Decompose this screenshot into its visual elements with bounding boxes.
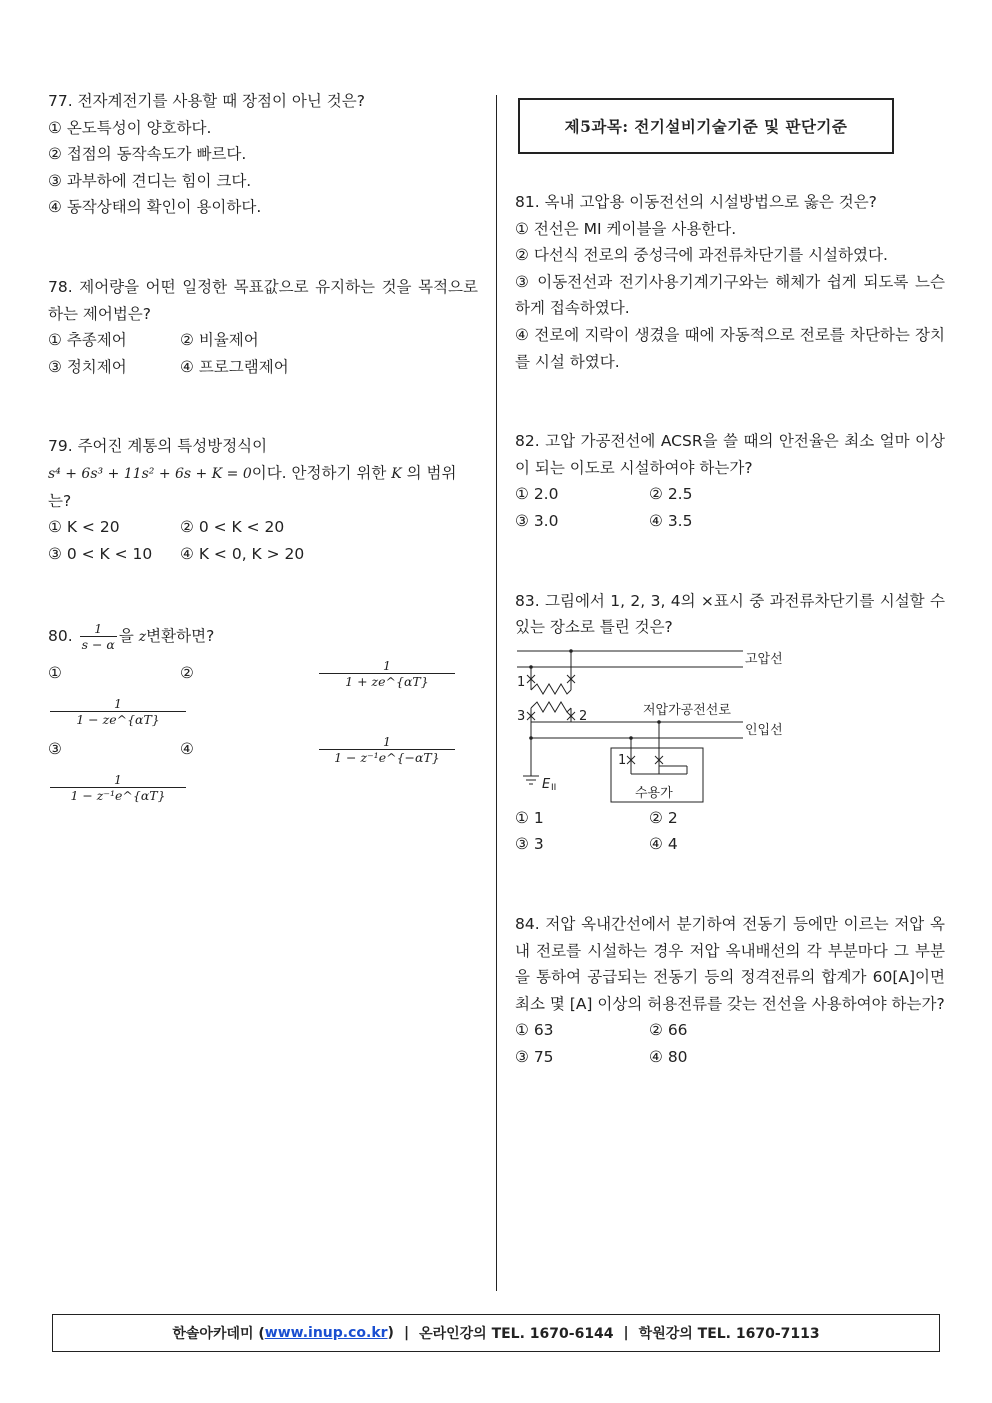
question-stem: 84. 저압 옥내간선에서 분기하여 전동기 등에만 이르는 저압 옥내 전로를 시설하는 경우 저압 옥내배선의 각 부분마다 그 부분을 통하여 공급되는 전동기 등의 정격전류의 합계가 60[A]이면 최소 몇 [A] 이상의 허용전류를 갖는 전선을 사용하여야 하는가? xyxy=(515,914,945,1013)
question-stem: 79. 주어진 계통의 특성방정식이 xyxy=(48,437,268,456)
option-row xyxy=(48,514,478,541)
question-stem: 77. 전자계전기를 사용할 때 장점이 아닌 것은? xyxy=(48,92,365,110)
option[interactable] xyxy=(48,730,180,806)
option-row xyxy=(515,1044,945,1071)
denominator: 1 + ze^{αT} xyxy=(345,674,429,690)
question-stem: 83. 그림에서 1, 2, 3, 4의 ×표시 중 과전류차단기를 시설할 수 있는 장소로 틀린 것은? xyxy=(515,591,945,637)
option[interactable]: ① 2.0 xyxy=(515,485,559,504)
question-stem: 81. 옥내 고압용 이동전선의 시설방법으로 옳은 것은? xyxy=(515,193,877,211)
option[interactable]: ③ 정치제어 xyxy=(48,357,127,376)
numerator: 1 xyxy=(319,734,455,750)
option[interactable]: ① K < 20 xyxy=(48,518,120,537)
option[interactable]: ③ 0 < K < 10 xyxy=(48,544,153,563)
label-high-voltage: 고압선 xyxy=(745,652,783,667)
option[interactable]: ① 추종제어 xyxy=(48,331,127,350)
fraction xyxy=(319,734,455,765)
fraction xyxy=(80,621,117,652)
denominator: 1 − z⁻¹e^{αT} xyxy=(70,788,166,804)
paren: ) xyxy=(387,1325,394,1341)
label-point: 3 xyxy=(517,709,526,724)
option[interactable]: ① 63 xyxy=(515,1021,554,1040)
label-point: 1 xyxy=(618,753,627,768)
numerator: 1 xyxy=(319,658,455,674)
right-column xyxy=(515,189,945,1070)
label-low-voltage: 저압가공전선로 xyxy=(643,703,731,718)
option[interactable]: ④ K < 0, K > 20 xyxy=(180,544,305,563)
variable: K xyxy=(391,465,402,482)
stem-text: 의 범위는? xyxy=(48,463,457,510)
option[interactable]: ③ 75 xyxy=(515,1047,554,1066)
option[interactable]: ② 66 xyxy=(649,1021,688,1040)
option[interactable]: ④ 80 xyxy=(649,1047,688,1066)
stem-text: 변환하면? xyxy=(146,627,215,646)
option-row xyxy=(48,730,478,806)
section-title: 제5과목: 전기설비기술기준 및 판단기준 xyxy=(518,98,894,154)
separator: | xyxy=(623,1325,629,1341)
separator: | xyxy=(403,1325,410,1341)
option[interactable]: ④ 3.5 xyxy=(649,511,693,530)
option[interactable]: ④ 4 xyxy=(649,835,678,854)
numerator: 1 xyxy=(80,621,117,637)
option[interactable]: ④ 프로그램제어 xyxy=(180,357,289,376)
label-point: 1 xyxy=(517,675,526,690)
variable: z xyxy=(138,629,147,646)
option[interactable]: ② 0 < K < 20 xyxy=(180,518,285,537)
option[interactable] xyxy=(180,654,457,730)
option-row xyxy=(48,354,478,381)
option[interactable]: ③ 과부하에 견디는 힘이 크다. xyxy=(48,171,252,190)
option[interactable]: ② 2.5 xyxy=(649,485,693,504)
option[interactable]: ③ 이동전선과 전기사용기계기구와는 해체가 쉽게 되도록 느슨하게 접속하였다. xyxy=(515,272,945,318)
fraction xyxy=(50,696,186,727)
option[interactable]: ③ 3 xyxy=(515,835,544,854)
column-divider xyxy=(496,95,497,1291)
option[interactable]: ② 2 xyxy=(649,808,678,827)
fraction xyxy=(50,772,186,803)
stem-text: 이다. 안정하기 위한 xyxy=(251,463,392,482)
question-84 xyxy=(515,911,945,1071)
option[interactable]: ② 비율제어 xyxy=(180,331,259,350)
question-stem: 78. 제어량을 어떤 일정한 목표값으로 유지하는 것을 목적으로 하는 제어법은? xyxy=(48,277,478,323)
option[interactable]: ① 온도특성이 양호하다. xyxy=(48,118,212,137)
numerator: 1 xyxy=(50,772,186,788)
label-point: 2 xyxy=(579,709,588,724)
denominator: 1 − ze^{αT} xyxy=(76,712,160,728)
option-row xyxy=(515,481,945,508)
website-link[interactable]: www.inup.co.kr xyxy=(264,1325,388,1341)
option-row xyxy=(515,831,945,858)
label-service-line: 인입선 xyxy=(745,723,783,738)
option-row xyxy=(515,1017,945,1044)
footer xyxy=(52,1314,940,1352)
option[interactable]: ② 접점의 동작속도가 빠르다. xyxy=(48,145,247,164)
option[interactable]: ① 1 xyxy=(515,808,544,827)
option-row xyxy=(515,508,945,535)
question-80 xyxy=(48,619,478,806)
online-phone: 온라인강의 TEL. 1670-6144 xyxy=(419,1326,614,1342)
question-81 xyxy=(515,189,945,375)
option[interactable] xyxy=(180,730,457,806)
stem-text: 을 xyxy=(118,627,139,646)
circuit-diagram xyxy=(515,648,795,806)
question-stem-cont xyxy=(48,460,478,514)
option-marker: ③ xyxy=(48,740,62,759)
label-ground-sub: II xyxy=(551,783,557,793)
option-row xyxy=(48,327,478,354)
option[interactable]: ④ 전로에 지락이 생겼을 때에 자동적으로 전로를 차단하는 장치를 시설 하였다. xyxy=(515,325,945,371)
option[interactable]: ① 전선은 MI 케이블을 사용한다. xyxy=(515,219,737,238)
characteristic-equation: s⁴ + 6s³ + 11s² + 6s + K = 0 xyxy=(48,465,252,482)
left-column xyxy=(48,88,478,806)
label-ground: E xyxy=(542,777,551,792)
question-stem xyxy=(48,619,478,654)
option-marker: ④ xyxy=(180,740,194,759)
option[interactable]: ④ 동작상태의 확인이 용이하다. xyxy=(48,198,262,217)
question-number: 80. xyxy=(48,627,73,646)
fraction xyxy=(319,658,455,689)
offline-phone: 학원강의 TEL. 1670-7113 xyxy=(638,1326,820,1342)
option-row xyxy=(515,805,945,832)
question-78 xyxy=(48,274,478,380)
denominator: s − α xyxy=(81,637,115,653)
question-82 xyxy=(515,428,945,534)
option-marker: ② xyxy=(180,664,194,683)
label-consumer: 수용가 xyxy=(635,786,673,801)
question-79 xyxy=(48,433,478,567)
denominator: 1 − z⁻¹e^{−αT} xyxy=(334,750,440,766)
option[interactable]: ② 다선식 전로의 중성극에 과전류차단기를 시설하였다. xyxy=(515,246,888,265)
option[interactable]: ③ 3.0 xyxy=(515,511,559,530)
academy-name: 한솔아카데미 ( xyxy=(172,1326,265,1342)
option[interactable] xyxy=(48,654,180,730)
option-row xyxy=(48,541,478,568)
question-77 xyxy=(48,88,478,221)
option-row xyxy=(48,654,478,730)
option-marker: ① xyxy=(48,664,62,683)
numerator: 1 xyxy=(50,696,186,712)
question-stem: 82. 고압 가공전선에 ACSR을 쓸 때의 안전율은 최소 얼마 이상이 되는 이도로 시설하여야 하는가? xyxy=(515,432,945,477)
